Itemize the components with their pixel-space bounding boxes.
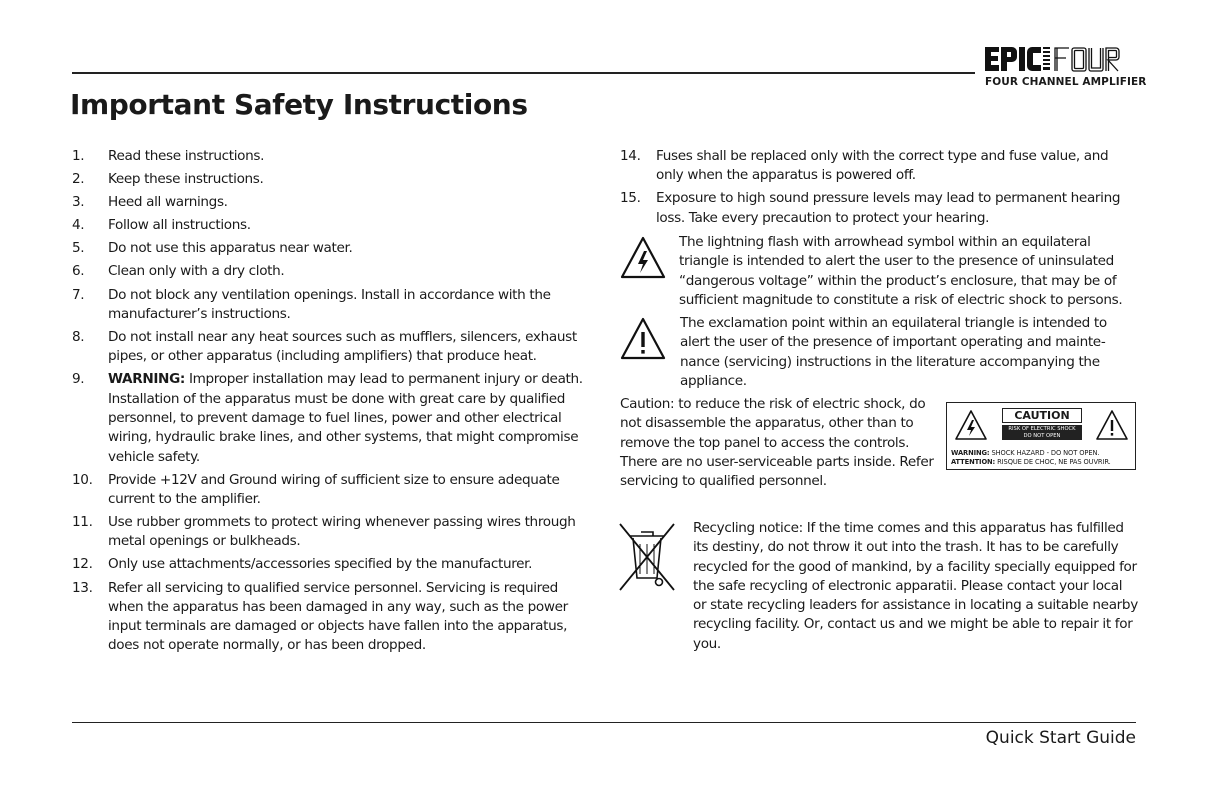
caution-bar-line: RISK OF ELECTRIC SHOCK [1008, 425, 1076, 432]
list-item: 4. Follow all instructions. [72, 217, 251, 234]
footer-title: Quick Start Guide [985, 728, 1136, 748]
caution-bar-line: DO NOT OPEN [1023, 432, 1061, 439]
lightning-warning-icon [954, 409, 988, 441]
list-item: 5. Do not use this apparatus near water. [72, 240, 353, 257]
right-column [620, 147, 1138, 232]
list-item: 7. Do not block any ventilation openings. Install in accordance with the manufacturer’s instructions. [72, 286, 551, 322]
caution-warning-text: WARNING: SHOCK HAZARD - DO NOT OPEN. ATTENTION: RISQUE DE CHOC, NE PAS OUVRIR. [951, 449, 1111, 466]
list-item: 14. Fuses shall be replaced only with the correct type and fuse value, and only when the apparatus is powered off. [620, 148, 1109, 184]
caution-label [946, 402, 1136, 470]
list-item: 2. Keep these instructions. [72, 171, 264, 188]
lightning-notice: The lightning flash with arrowhead symbol within an equilateral triangle is intended to alert the user to the presence of uninsulated “dangerous voltage” within the product’s enclosure, that may be of sufficient magnitude to constitute a risk of electric shock to persons. [679, 234, 1123, 308]
list-item: 6. Clean only with a dry cloth. [72, 263, 285, 280]
list-item: 11. Use rubber grommets to protect wiring whenever passing wires through metal openings or bulkheads. [72, 514, 576, 550]
exclamation-notice: The exclamation point within an equilateral triangle is intended to alert the user of the presence of important operating and mainte-nance (servicing) instructions in the literature accompanying the appliance. [680, 315, 1107, 389]
list-item: 12. Only use attachments/accessories specified by the manufacturer. [72, 556, 533, 573]
lightning-warning-icon [620, 235, 666, 281]
exclamation-warning-icon [1095, 409, 1129, 441]
list-item: 13. Refer all servicing to qualified service personnel. Servicing is required when the apparatus has been damaged in any way, such as the power input terminals are damaged or objects have fallen into the apparatus, does not operate normally, or has been dropped. [72, 579, 568, 654]
list-item: 3. Heed all warnings. [72, 194, 228, 211]
brand-subtitle: FOUR CHANNEL AMPLIFIER [985, 76, 1147, 88]
recycling-notice: Recycling notice: If the time comes and this apparatus has fulfilled its destiny, do not throw it out into the trash. It has to be carefully recycled for the good of mankind, by a facility specially equipped for the safe recycling of electronic apparatii. Please contact your local or state recycling leaders for assistance in locating a suitable nearby recycling facility. Or, contact us and we might be able to repair it for you. [693, 520, 1138, 652]
footer-rule [72, 722, 1136, 723]
list-item: 1. Read these instructions. [72, 148, 265, 164]
page-title: Important Safety Instructions [70, 88, 528, 121]
weee-recycling-bin-icon [616, 520, 678, 594]
list-item: 10. Provide +12V and Ground wiring of sufficient size to ensure adequate current to the amplifier. [72, 471, 560, 507]
caution-paragraph: Caution: to reduce the risk of electric shock, do not disassemble the apparatus, other than to remove the top panel to access the controls. There are no user-serviceable parts inside. Refer servicing to qualified personnel. [620, 396, 934, 490]
header-rule [72, 72, 975, 74]
brand-logo [983, 44, 1123, 74]
exclamation-warning-icon [620, 316, 666, 362]
list-item: 8. Do not install near any heat sources such as mufflers, silencers, exhaust pipes, or other apparatus (including amplifiers) that produce heat. [72, 328, 577, 365]
list-item: 15. Exposure to high sound pressure levels may lead to permanent hearing loss. Take every precaution to protect your hearing. [620, 190, 1121, 226]
left-column [72, 147, 597, 659]
list-item-warning: 9. WARNING: Improper installation may lead to permanent injury or death. Installation of the apparatus must be done with great care by qualified personnel, to prevent damage to fuel lines, power and other electrical wiring, hydraulic brake lines, and other systems, that might compromise vehicle safety. [72, 371, 583, 465]
caution-bar [1002, 425, 1082, 440]
caution-title: CAUTION [1002, 408, 1082, 423]
